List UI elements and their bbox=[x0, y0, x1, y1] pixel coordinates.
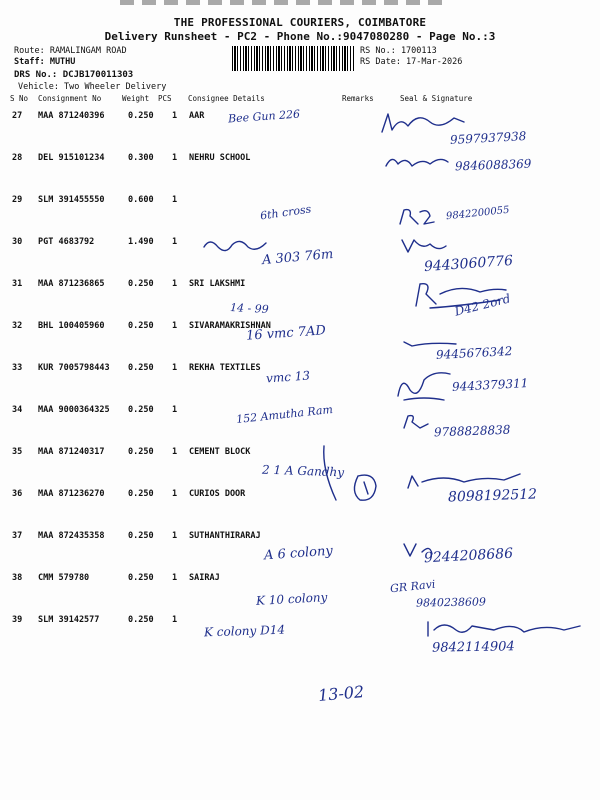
scan-top-marks bbox=[120, 0, 450, 5]
row-consignment: MAA 871236270 bbox=[38, 489, 105, 499]
handwritten-signature bbox=[400, 412, 430, 432]
handwritten-signature bbox=[398, 236, 448, 256]
handwritten-address: 6th cross bbox=[259, 202, 312, 223]
row-sno: 34 bbox=[12, 405, 23, 415]
row-pcs: 1 bbox=[172, 279, 178, 289]
row-consignment: MAA 9000364325 bbox=[38, 405, 110, 415]
runsheet-subtitle: Delivery Runsheet - PC2 - Phone No.:9047080280 - Page No.:3 bbox=[104, 30, 496, 43]
row-consignee: AAR bbox=[189, 111, 205, 121]
row-pcs: 1 bbox=[172, 447, 178, 457]
row-consignee: SUTHANTHIRARAJ bbox=[189, 531, 261, 541]
row-consignment: MAA 871240317 bbox=[38, 447, 105, 457]
row-consignee: REKHA TEXTILES bbox=[189, 363, 261, 373]
row-weight: 0.600 bbox=[128, 195, 154, 205]
handwritten-scribble bbox=[316, 440, 386, 506]
row-consignee: SAIRAJ bbox=[189, 573, 220, 583]
row-consignment: MAA 871236865 bbox=[38, 279, 105, 289]
handwritten-signature-text: D42 2ord bbox=[453, 291, 512, 319]
row-pcs: 1 bbox=[172, 111, 178, 121]
col-consignee: Consignee Details bbox=[188, 94, 265, 103]
handwritten-address: 152 Amutha Ram bbox=[235, 402, 334, 427]
barcode bbox=[232, 46, 354, 71]
handwritten-address: A 303 76m bbox=[261, 246, 334, 269]
handwritten-phone: 9788828838 bbox=[433, 422, 511, 440]
row-weight: 0.250 bbox=[128, 447, 154, 457]
handwritten-signature bbox=[424, 618, 584, 642]
handwritten-signature-text: GR Ravi bbox=[389, 577, 436, 596]
handwritten-phone: 9840238609 bbox=[415, 595, 487, 610]
row-weight: 0.250 bbox=[128, 279, 154, 289]
vehicle-label: Vehicle: Two Wheeler Delivery bbox=[18, 82, 167, 92]
row-pcs: 1 bbox=[172, 237, 178, 247]
company-title: THE PROFESSIONAL COURIERS, COIMBATORE bbox=[173, 16, 427, 29]
handwritten-phone: 9443379311 bbox=[451, 376, 529, 394]
row-pcs: 1 bbox=[172, 573, 178, 583]
row-consignment: MAA 872435358 bbox=[38, 531, 105, 541]
route-label: Route: RAMALINGAM ROAD bbox=[14, 46, 127, 56]
row-consignee: SRI LAKSHMI bbox=[189, 279, 246, 289]
handwritten-phone: 9244208686 bbox=[423, 545, 514, 567]
row-pcs: 1 bbox=[172, 489, 178, 499]
handwritten-phone: 9842114904 bbox=[431, 639, 515, 656]
row-pcs: 1 bbox=[172, 363, 178, 373]
col-weight: Weight bbox=[122, 94, 150, 103]
row-sno: 28 bbox=[12, 153, 23, 163]
handwritten-address: Bee Gun 226 bbox=[227, 107, 301, 126]
row-consignment: DEL 915101234 bbox=[38, 153, 105, 163]
handwritten-phone: 9443060776 bbox=[423, 252, 514, 276]
handwritten-address: 16 vmc 7AD bbox=[245, 323, 327, 344]
handwritten-address: K colony D14 bbox=[203, 622, 286, 640]
row-weight: 0.250 bbox=[128, 615, 154, 625]
staff-label: Staff: MUTHU bbox=[14, 57, 76, 67]
row-sno: 35 bbox=[12, 447, 23, 457]
row-consignment: KUR 7005798443 bbox=[38, 363, 110, 373]
row-weight: 0.250 bbox=[128, 111, 154, 121]
row-sno: 29 bbox=[12, 195, 23, 205]
handwritten-signature bbox=[396, 206, 436, 228]
handwritten-phone: 8098192512 bbox=[447, 486, 538, 506]
row-sno: 30 bbox=[12, 237, 23, 247]
row-sno: 32 bbox=[12, 321, 23, 331]
drs-number: DRS No.: DCJB170011303 bbox=[14, 70, 134, 80]
col-consignment: Consignment No bbox=[38, 94, 102, 103]
row-consignee: NEHRU SCHOOL bbox=[189, 153, 251, 163]
row-sno: 36 bbox=[12, 489, 23, 499]
row-pcs: 1 bbox=[172, 615, 178, 625]
row-sno: 27 bbox=[12, 111, 23, 121]
row-weight: 0.250 bbox=[128, 321, 154, 331]
handwritten-address: A 6 colony bbox=[263, 543, 334, 564]
handwritten-footer-note: 13-02 bbox=[317, 682, 365, 705]
row-weight: 0.250 bbox=[128, 573, 154, 583]
rs-date: RS Date: 17-Mar-2026 bbox=[360, 57, 463, 67]
row-consignee: SIVARAMAKRISHNAN bbox=[189, 321, 271, 331]
row-pcs: 1 bbox=[172, 531, 178, 541]
row-pcs: 1 bbox=[172, 195, 178, 205]
handwritten-address: 2 1 A Gandhy bbox=[261, 462, 345, 480]
row-consignment: CMM 579780 bbox=[38, 573, 90, 583]
handwritten-phone: 9846088369 bbox=[454, 156, 532, 174]
handwritten-signature bbox=[382, 152, 452, 172]
row-weight: 0.250 bbox=[128, 489, 154, 499]
row-consignment: SLM 391455550 bbox=[38, 195, 105, 205]
handwritten-address: 14 - 99 bbox=[229, 300, 270, 317]
row-consignee: CURIOS DOOR bbox=[189, 489, 246, 499]
col-sno: S No bbox=[10, 94, 29, 103]
row-pcs: 1 bbox=[172, 153, 178, 163]
handwritten-signature bbox=[394, 366, 454, 402]
row-sno: 38 bbox=[12, 573, 23, 583]
col-remarks: Remarks bbox=[342, 94, 374, 103]
row-consignment: PGT 4683792 bbox=[38, 237, 95, 247]
row-sno: 33 bbox=[12, 363, 23, 373]
handwritten-scribble bbox=[200, 235, 270, 257]
row-weight: 0.300 bbox=[128, 153, 154, 163]
row-consignment: SLM 39142577 bbox=[38, 615, 100, 625]
row-pcs: 1 bbox=[172, 405, 178, 415]
row-weight: 1.490 bbox=[128, 237, 154, 247]
row-weight: 0.250 bbox=[128, 531, 154, 541]
col-seal-signature: Seal & Signature bbox=[400, 94, 473, 103]
row-consignment: BHL 100405960 bbox=[38, 321, 105, 331]
handwritten-phone: 9445676342 bbox=[435, 344, 513, 362]
row-sno: 37 bbox=[12, 531, 23, 541]
handwritten-phone: 9597937938 bbox=[449, 129, 527, 147]
row-weight: 0.250 bbox=[128, 405, 154, 415]
row-sno: 39 bbox=[12, 615, 23, 625]
handwritten-address: K 10 colony bbox=[255, 590, 328, 608]
row-weight: 0.250 bbox=[128, 363, 154, 373]
row-sno: 31 bbox=[12, 279, 23, 289]
row-consignment: MAA 871240396 bbox=[38, 111, 105, 121]
col-pcs: PCS bbox=[158, 94, 172, 103]
row-consignee: CEMENT BLOCK bbox=[189, 447, 251, 457]
handwritten-phone: 9842200055 bbox=[445, 204, 511, 223]
rs-number: RS No.: 1700113 bbox=[360, 46, 437, 56]
row-pcs: 1 bbox=[172, 321, 178, 331]
handwritten-address: vmc 13 bbox=[265, 368, 311, 386]
